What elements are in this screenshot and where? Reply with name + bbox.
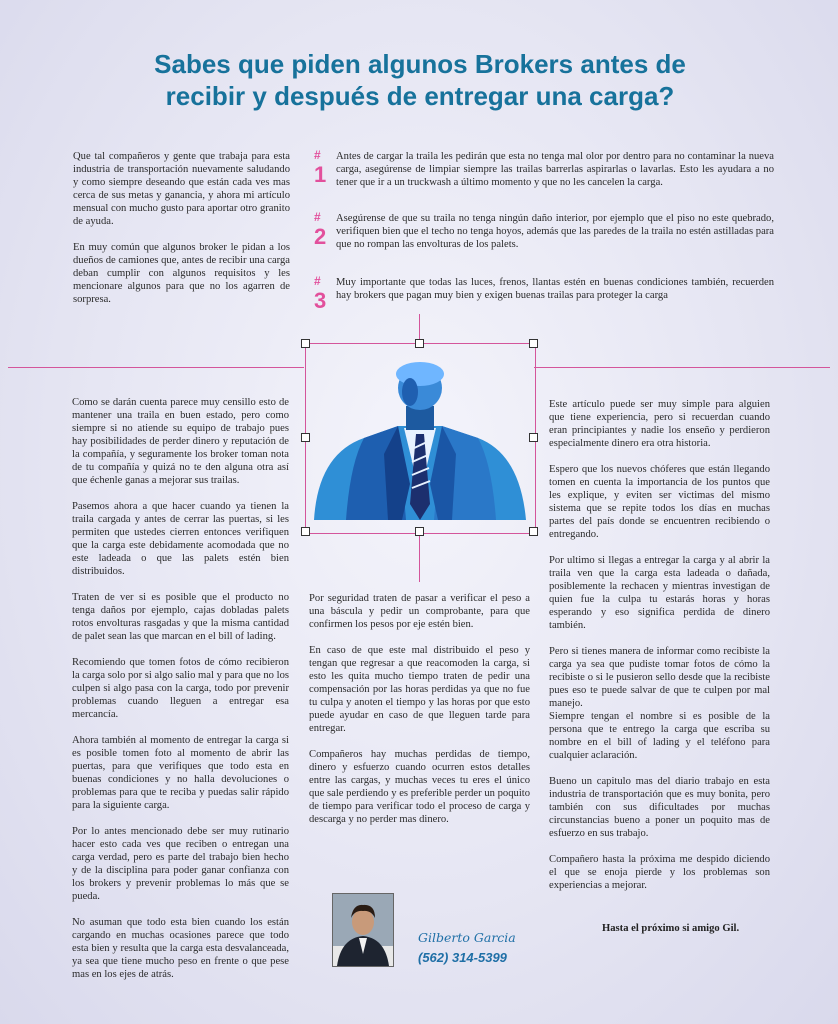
illustration-frame — [305, 343, 536, 534]
frame-handle[interactable] — [415, 527, 424, 536]
businessman-illustration — [306, 344, 535, 533]
tip-text: Antes de cargar la traila les pedirán que esta no tenga mal olor por dentro para no contaminar la nueva carga, asegúrense de limpiar siempre las trailas barrerlas aspirarlas o lavarlas. Esto les ayudara a no tener que ir a un truckwash a último momento y que no les cancelen la carga. — [336, 151, 774, 188]
tip-hash: # — [314, 274, 321, 288]
tip-number: 2 — [314, 224, 327, 249]
left-column — [72, 396, 289, 994]
tip-hash: # — [314, 210, 321, 224]
frame-handle[interactable] — [529, 433, 538, 442]
signoff-text: Hasta el próximo si amigo Gil. — [602, 923, 740, 934]
tip-text: Asegúrense de que su traila no tenga ningún daño interior, por ejemplo que el piso no este quebrado, verifiquen bien que el techo no tenga hoyos, además que las paredes de la traila no estén astilladas para que no rompan las envolturas de los palets. — [336, 213, 774, 250]
body-paragraph: Por ultimo si llegas a entregar la carga y al abrir la traila ven que la carga esta ladeada o dañada, posiblemente la rechacen y mientras investigan de quien fue la culpa tu estarás horas y horas esperando y eso significa perdida de dinero también. — [549, 555, 770, 631]
right-column — [549, 398, 770, 905]
body-paragraph: Como se darán cuenta parece muy censillo esto de mantener una traila en buen estado, pero como siempre si no atiende su equipo de trabajo pues hay posibilidades de perder dinero y reputación de la compañía, y seguramente los broker toman nota de tu compañía y quizá no te den alguna otra así que échenle ganas a mejorar sus trailas. — [72, 397, 289, 486]
article-title — [60, 48, 780, 112]
author-name: Gilberto Garcia — [418, 930, 516, 945]
body-paragraph: Traten de ver si es posible que el producto no tenga daños por ejemplo, cajas dobladas palets rotos envolturas rasgadas y que la misma cantidad de palet sean las que marcan en el bill of lading. — [72, 592, 289, 642]
title-line-1: Sabes que piden algunos Brokers antes de — [154, 49, 686, 79]
tip-text: Muy importante que todas las luces, frenos, llantas estén en buenas condiciones también, recuerden hay brokers que pagan muy bien y exigen buenas trailas para proteger la carga — [336, 277, 774, 301]
body-paragraph: Bueno un capitulo mas del diario trabajo en esta industria de transportación que es muy bonita, pero también con sus dificultades por muchas circunstancias bueno a poner un poquito mas de esfuerzo en sus trabajo. — [549, 776, 770, 839]
title-line-2: recibir y después de entregar una carga? — [165, 81, 675, 111]
body-paragraph: En caso de que este mal distribuido el peso y tengan que regresar a que reacomoden la carga, si esto les quita mucho tiempo traten de pedir una compensación por las horas perdidas ya que no fue tu culpa y anoten el tiempo y las horas por que esto puede ayudar en caso de que lleguen tarde para entregar. — [309, 645, 530, 734]
body-paragraph: Recomiendo que tomen fotos de cómo recibieron la carga solo por si algo salio mal y para que no los culpen si algo pasa con la carga, todo por prevenir problemas cuando lleguen a entregar esa mercancía. — [72, 657, 289, 720]
body-paragraph: Ahora también al momento de entregar la carga si es posible tomen foto al momento de abrir las puertas, para que verifiques que todo esta en buenas condiciones y no halla devoluciones o problemas para que te reciba y puedas salir rápido para la siguiente carga. — [72, 735, 289, 811]
tip-number: 1 — [314, 162, 327, 187]
intro-paragraph: En muy común que algunos broker le pidan a los dueños de camiones que, antes de recibir una carga deban cumplir con algunos requisitos y les mencionare algunos para que no los agarren de sorpresa. — [73, 242, 290, 305]
tip-hash: # — [314, 148, 321, 162]
body-paragraph: No asuman que todo esta bien cuando los están cargando en muchas ocasiones parece que todo esta bien y resulta que la carga esta desvalanceada, ya sea que tiene mucho peso en frente o que pese mas en los ejes de atrás. — [72, 917, 289, 980]
frame-handle[interactable] — [301, 433, 310, 442]
intro-paragraph: Que tal compañeros y gente que trabaja para esta industria de transportación nuevamente saludando y como siempre deseando que están cada ves mas cerca de sus metas y ganancia, y ahora mi artículo mensual con mucho gusto para aportar otro granito de ayuda. — [73, 151, 290, 227]
frame-handle[interactable] — [529, 339, 538, 348]
guide-line-bottom — [419, 532, 420, 582]
body-paragraph: Pasemos ahora a que hacer cuando ya tienen la traila cargada y antes de cerrar las puertas, si les permiten que ustedes cierren entonces verifiquen que la carga este debidamente acomodada que no este ladeada o que las palets estén bien distribuidos. — [72, 501, 289, 577]
body-paragraph: Por seguridad traten de pasar a verificar el peso a una báscula y pedir un comprobante, para que confirmen los pesos por eje estén bien. — [309, 593, 530, 630]
frame-handle[interactable] — [301, 527, 310, 536]
frame-handle[interactable] — [301, 339, 310, 348]
body-paragraph: Espero que los nuevos chóferes que están llegando tomen en cuenta la importancia de los puntos que les explique, y eviten ser victimas del mismo sistema que se repite todos los días en muchas partes del país donde se encuentren recibiendo o entregando. — [549, 464, 770, 540]
author-photo — [332, 893, 394, 967]
body-paragraph: Compañeros hay muchas perdidas de tiempo, dinero y esfuerzo cuando ocurren estos detalles entre las cargas, y muchas veces tu eres el único que sale perdiendo y es preferible perder un poquito de tiempo para verificar todo el proceso de carga y descarga y no perder mas dinero. — [309, 749, 530, 825]
center-column — [309, 592, 530, 839]
frame-handle[interactable] — [529, 527, 538, 536]
intro-column — [73, 150, 290, 319]
guide-line-left — [8, 367, 304, 368]
tip-number: 3 — [314, 288, 327, 313]
body-paragraph: Compañero hasta la próxima me despido diciendo el que se enoja pierde y los problemas son experiencias a mejorar. — [549, 854, 770, 891]
frame-handle[interactable] — [415, 339, 424, 348]
author-portrait-icon — [333, 894, 393, 966]
body-paragraph: Por lo antes mencionado debe ser muy rutinario hacer esto cada ves que reciben o entregan una carga verdad, pero es parte del trabajo bien hecho y de la disciplina para poder ganar confianza con los brokers y prevenir problemas lo más que se pueda. — [72, 826, 289, 902]
body-paragraph: Este artículo puede ser muy simple para alguien que tiene experiencia, pero si recuerdan cuando eran principiantes y nadie los enseño y perdieron especialmente dinero era otra historia. — [549, 399, 770, 449]
author-phone: (562) 314-5399 — [418, 950, 507, 965]
guide-line-right — [534, 367, 830, 368]
body-paragraph: Pero si tienes manera de informar como recibiste la carga ya sea que pudiste tomar fotos de cómo la recibiste o si le pusieron sello desde que la recibiste pues eso te puede salvar de que te culpen por mal manejo. Siempre tengan el nombre si es posible de la persona que te entrego la carga que escriba su nombre en el bill of lading y el teléfono para cualquier aclaración. — [549, 646, 770, 761]
